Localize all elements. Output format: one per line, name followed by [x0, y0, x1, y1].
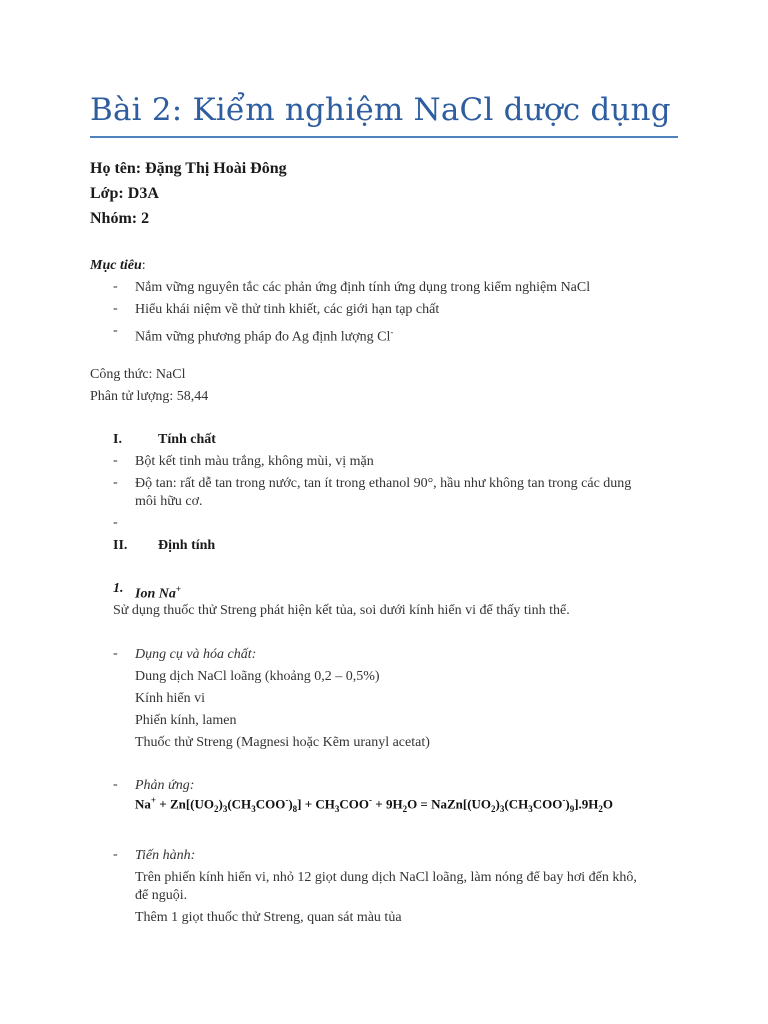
- title-underline: [90, 136, 678, 138]
- bullet-dash: -: [113, 515, 118, 530]
- section-1-heading: Tính chất: [158, 432, 216, 447]
- objective-item: Nắm vững nguyên tắc các phản ứng định tính ứng dụng trong kiểm nghiệm NaCl: [135, 280, 591, 295]
- objectives-heading: [90, 257, 146, 275]
- bullet-dash: -: [113, 279, 118, 294]
- student-name: Họ tên: Đặng Thị Hoài Đông: [90, 160, 287, 177]
- section-1-number: I.: [113, 432, 122, 447]
- property-item: Độ tan: rất dễ tan trong nước, tan ít trong ethanol 90°, hầu như không tan trong các dung: [135, 476, 632, 491]
- reaction-label: Phản ứng:: [135, 778, 195, 793]
- bullet-dash: -: [113, 323, 118, 338]
- procedure-step-continued: để nguội.: [135, 888, 188, 903]
- bullet-dash: -: [113, 646, 118, 661]
- objective-item: [135, 323, 393, 347]
- formula-line: Công thức: NaCl: [90, 367, 186, 382]
- subsection-1-description: Sử dụng thuốc thử Streng phát hiện kết tủa, soi dưới kính hiển vi để thấy tinh thể.: [113, 603, 570, 618]
- bullet-dash: -: [113, 453, 118, 468]
- property-item: Bột kết tinh màu trắng, không mùi, vị mặn: [135, 454, 374, 469]
- objective-item: Hiểu khái niệm về thử tinh khiết, các giới hạn tạp chất: [135, 302, 440, 317]
- subsection-1-heading-text: Ion Na: [135, 586, 176, 602]
- subsection-1-heading: [135, 580, 181, 604]
- molar-mass-line: Phân tử lượng: 58,44: [90, 389, 209, 404]
- procedure-step: Thêm 1 giọt thuốc thử Streng, quan sát màu tủa: [135, 910, 402, 925]
- equipment-item: Thuốc thử Streng (Magnesi hoặc Kẽm uranyl acetat): [135, 735, 430, 750]
- sodium-charge: +: [175, 584, 181, 594]
- document-title: Bài 2: Kiểm nghiệm NaCl dược dụng: [90, 92, 671, 128]
- reaction-equation: $Na^+ + Zn[(UO_2)_3(CH_3COO^-)_8] + CH_3COO^- + 9H_2O$ = $NaZn[(UO_2)_3(CH_3COO^-)_9].9H_2O$: [135, 795, 614, 814]
- bullet-dash: -: [113, 777, 118, 792]
- bullet-dash: -: [113, 301, 118, 316]
- procedure-step: Trên phiến kính hiển vi, nhỏ 12 giọt dung dịch NaCl loãng, làm nóng để bay hơi đến khô,: [135, 870, 637, 885]
- objectives-heading-colon: :: [141, 258, 146, 273]
- equipment-label: Dụng cụ và hóa chất:: [135, 647, 257, 662]
- subsection-1-number: 1.: [113, 581, 124, 596]
- objective-item-text: Nắm vững phương pháp đo Ag định lượng Cl: [135, 329, 391, 345]
- bullet-dash: -: [113, 847, 118, 862]
- property-item-continued: môi hữu cơ.: [135, 494, 203, 509]
- student-class: Lớp: D3A: [90, 185, 159, 202]
- bullet-dash: -: [113, 475, 118, 490]
- equipment-item: Kính hiển vi: [135, 691, 205, 706]
- procedure-label: Tiến hành:: [135, 848, 196, 863]
- objectives-heading-text: Mục tiêu: [90, 258, 142, 273]
- section-2-number: II.: [113, 538, 128, 553]
- equipment-item: Phiến kính, lamen: [135, 713, 237, 728]
- equipment-item: Dung dịch NaCl loãng (khoảng 0,2 – 0,5%): [135, 669, 380, 684]
- chloride-charge: -: [390, 327, 394, 337]
- student-group: Nhóm: 2: [90, 210, 150, 227]
- section-2-heading: Định tính: [158, 538, 216, 553]
